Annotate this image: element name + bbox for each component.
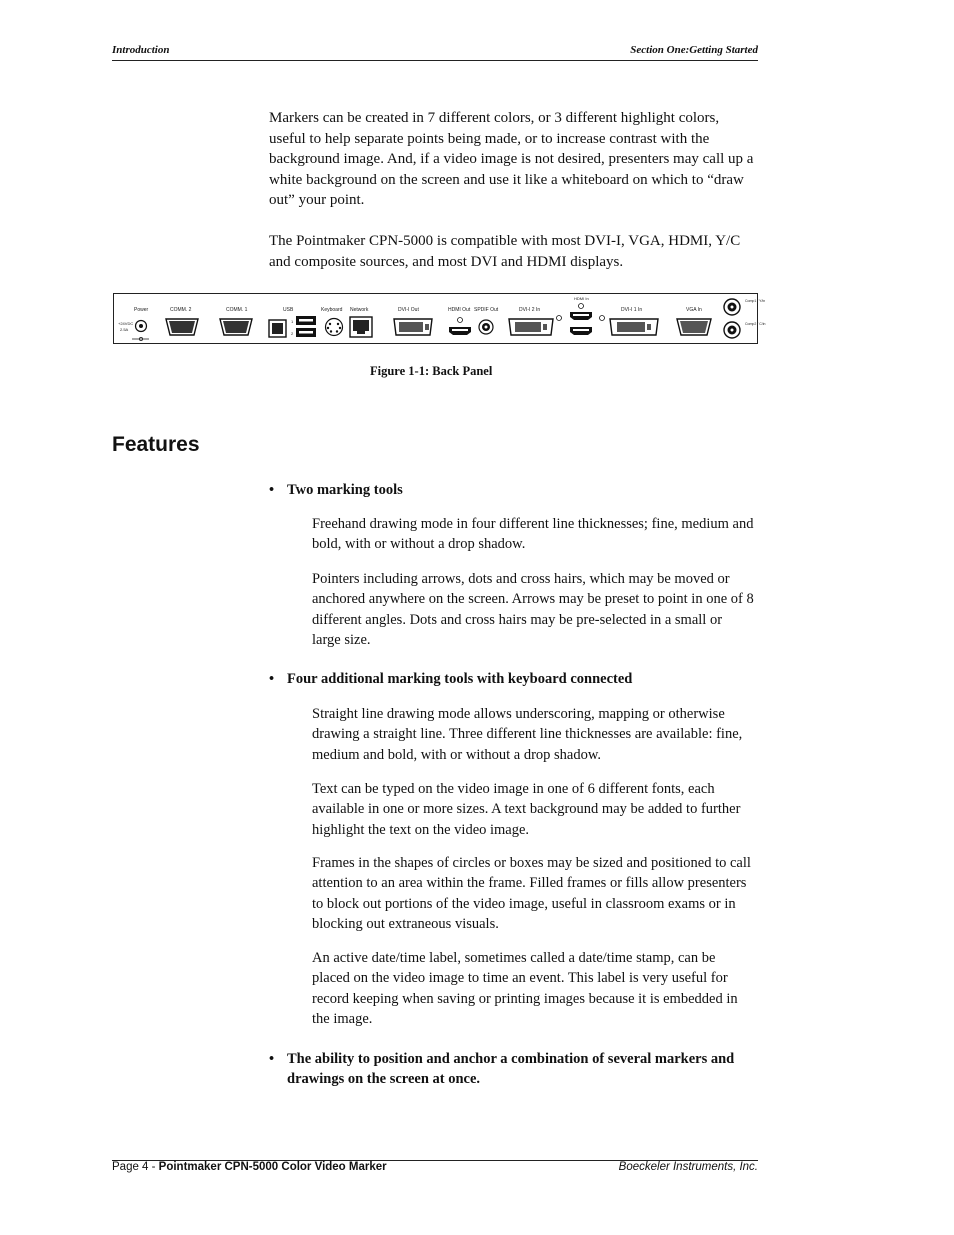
page-header xyxy=(112,44,758,61)
paragraph-pointers: Pointers including arrows, dots and cross hairs, which may be moved or anchored anywhere on the screen. Arrows may be preset to point in one of 8 different angles. Dots and cross hairs may be pre-selected in a small or large size. xyxy=(312,571,754,648)
label-hdmi-in: HDMI In xyxy=(574,296,589,301)
header-right: Section One:Getting Started xyxy=(630,44,758,56)
label-hdmi-out: HDMI Out xyxy=(448,307,471,313)
bullet-title: Two marking tools xyxy=(287,482,403,498)
paragraph-date-time: An active date/time label, sometimes called a date/time stamp, can be placed on the video image to time an event. This label is very useful for record keeping when saving or printing images because it is embedded in the image. xyxy=(312,950,738,1027)
section-title-features: Features xyxy=(112,433,200,456)
dvi1-in-port xyxy=(610,319,658,335)
usb-a-ports xyxy=(296,316,316,337)
bullet-dot: • xyxy=(269,671,275,687)
paragraph-straight-line: Straight line drawing mode allows underscoring, mapping or otherwise drawing a straight line. Three different line thicknesses are available: fine, medium and bold, with or without a drop shadow. xyxy=(312,706,743,763)
figure-caption: Figure 1-1: Back Panel xyxy=(370,364,493,378)
label-comm1: COMM. 1 xyxy=(226,307,248,313)
paragraph-frames: Frames in the shapes of circles or boxes may be sized and positioned to call attention to an area within the frame. Filled frames or fills allow presenters to block out portions of the video image, useful in classroom exams or in blocking out extraneous visuals. xyxy=(312,855,751,932)
intro-paragraph-1: Markers can be created in 7 different colors, or 3 different highlight colors, useful to help separate points being made, or to increase contrast with the background image. And, if a video image is not desired, presenters may call up a white background on the screen and use it like a whiteboard on which to “draw out” your point. xyxy=(269,110,754,208)
label-dvi2-in: DVI-I 2 In xyxy=(519,307,541,313)
comm1-port xyxy=(220,319,252,335)
power-jack xyxy=(132,321,149,341)
hdmi-out-port xyxy=(449,318,471,336)
footer-company: Boeckeler Instruments, Inc. xyxy=(618,1161,758,1173)
label-keyboard: Keyboard xyxy=(321,307,343,313)
bullet-dot: • xyxy=(269,1051,275,1067)
bullet-title: The ability to position and anchor a combination of several markers and drawings on the screen at once. xyxy=(287,1051,735,1087)
footer-product: Pointmaker CPN-5000 Color Video Marker xyxy=(158,1161,387,1173)
back-panel-figure xyxy=(113,293,766,344)
label-comp2: Comp2 / C/in xyxy=(745,322,766,326)
page-footer xyxy=(112,1160,758,1173)
dvi2-in-port xyxy=(509,316,562,336)
header-left: Introduction xyxy=(112,44,170,56)
footer-left xyxy=(112,1161,387,1173)
composite-ports xyxy=(724,299,740,338)
label-power-spec-2: 2.5A xyxy=(120,327,129,332)
back-panel-diagram xyxy=(114,294,766,345)
label-comp1: Comp1 / Y/in xyxy=(745,299,766,303)
paragraph-freehand: Freehand drawing mode in four different line thicknesses; fine, medium and bold, with or without a drop shadow. xyxy=(312,516,754,553)
label-vga-in: VGA In xyxy=(686,307,702,313)
label-dvi1-in: DVI-I 1 In xyxy=(621,307,643,313)
label-dvi-out: DVI-I Out xyxy=(398,307,419,313)
label-spdif-out: SPDIF Out xyxy=(474,307,499,313)
comm2-port xyxy=(166,319,198,335)
bullet-title: Four additional marking tools with keyboard connected xyxy=(287,671,633,687)
keyboard-port xyxy=(326,319,343,336)
label-comm2: COMM. 2 xyxy=(170,307,192,313)
spdif-out-port xyxy=(479,320,493,334)
bullet-dot: • xyxy=(269,482,275,498)
network-port xyxy=(350,317,372,337)
intro-paragraph-2: The Pointmaker CPN-5000 is compatible with most DVI-I, VGA, HDMI, Y/C and composite sources, and most DVI and HDMI displays. xyxy=(269,233,741,270)
footer-page-prefix: Page 4 - xyxy=(112,1161,159,1173)
vga-in-port xyxy=(677,319,711,335)
label-power-spec-1: +24VDC xyxy=(118,321,134,326)
label-power: Power xyxy=(134,307,149,313)
usb-b-port xyxy=(269,320,286,337)
label-network: Network xyxy=(350,307,369,313)
hdmi-in-ports xyxy=(570,304,605,336)
label-usb: USB xyxy=(283,307,294,313)
paragraph-text: Text can be typed on the video image in one of 6 different fonts, each available in one or more sizes. A text background may be added to further highlight the text on the video image. xyxy=(312,781,741,838)
label-usb-2: 2 xyxy=(291,331,294,336)
dvi-out-port xyxy=(394,319,432,335)
label-usb-1: 1 xyxy=(291,319,294,324)
